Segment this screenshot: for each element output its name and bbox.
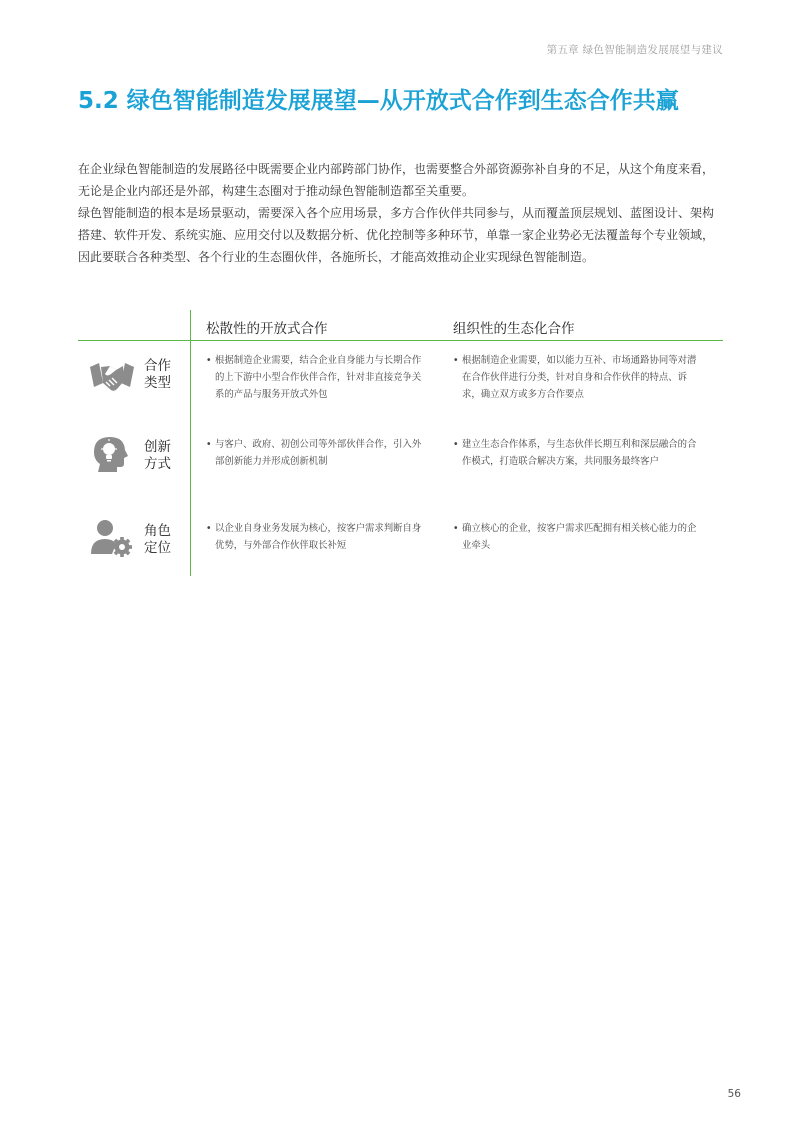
body-paragraph-1: 在企业绿色智能制造的发展路径中既需要企业内部跨部门协作，也需要整合外部资源弥补自身的不足，从这个角度来看，无论是企业内部还是外部，构建生态圈对于推动绿色智能制造都至关重要。 bbox=[78, 162, 715, 198]
row-label-line: 类型 bbox=[144, 375, 171, 391]
row-label-line: 角色 bbox=[144, 523, 171, 539]
column-header-loose: 松散性的开放式合作 bbox=[206, 321, 328, 337]
cell-text: 根据制造企业需要，如以能力互补、市场通路协同等对潜在合作伙伴进行分类，针对自身和合作伙伴的特点、诉求，确立双方或多方合作要点 bbox=[462, 355, 697, 400]
page-number: 56 bbox=[727, 1088, 741, 1100]
body-text bbox=[78, 158, 720, 268]
idea-head-icon bbox=[90, 434, 134, 474]
person-gear-icon bbox=[90, 518, 134, 558]
row-label-line: 定位 bbox=[144, 540, 171, 556]
row-label-line: 合作 bbox=[144, 358, 171, 374]
handshake-icon bbox=[90, 357, 134, 397]
row-label-role-positioning bbox=[144, 523, 176, 557]
cell-text: 确立核心的企业，按客户需求匹配拥有相关核心能力的企业牵头 bbox=[462, 523, 697, 551]
row-label-innovation-mode bbox=[144, 439, 176, 473]
cell-text: 建立生态合作体系，与生态伙伴长期互利和深层融合的合作模式，打造联合解决方案，共同服务最终客户 bbox=[462, 439, 697, 467]
cooperation-comparison-table bbox=[78, 300, 723, 580]
cell-loose-role-positioning bbox=[206, 520, 430, 554]
bullet: • bbox=[206, 439, 212, 450]
cell-text: 与客户、政府、初创公司等外部伙伴合作，引入外部创新能力并形成创新机制 bbox=[215, 439, 422, 467]
running-header: 第五章 绿色智能制造发展展望与建议 bbox=[546, 44, 723, 56]
bullet: • bbox=[206, 523, 212, 534]
bullet: • bbox=[453, 355, 459, 366]
cell-text: 以企业自身业务发展为核心，按客户需求判断自身优势，与外部合作伙伴取长补短 bbox=[215, 523, 422, 551]
table-vertical-rule bbox=[190, 310, 191, 576]
cell-org-cooperation-type bbox=[453, 352, 702, 403]
body-paragraph-2: 绿色智能制造的根本是场景驱动，需要深入各个应用场景，多方合作伙伴共同参与，从而覆盖顶层规划、蓝图设计、架构搭建、软件开发、系统实施、应用交付以及数据分析、优化控制等多种环节，单靠一家企业势必无法覆盖每个专业领域，因此要联合各种类型、各个行业的生态圈伙伴，各施所长，才能高效推动企业实现绿色智能制造。 bbox=[78, 206, 715, 264]
table-header-rule bbox=[78, 340, 723, 341]
cell-text: 根据制造企业需要，结合企业自身能力与长期合作的上下游中小型合作伙伴合作，针对非直接竞争关系的产品与服务开放式外包 bbox=[215, 355, 422, 400]
column-header-org: 组织性的生态化合作 bbox=[453, 321, 575, 337]
cell-org-role-positioning bbox=[453, 520, 702, 554]
cell-org-innovation-mode bbox=[453, 436, 702, 470]
bullet: • bbox=[453, 523, 459, 534]
bullet: • bbox=[206, 355, 212, 366]
row-label-cooperation-type bbox=[144, 358, 176, 392]
cell-loose-cooperation-type bbox=[206, 352, 430, 403]
bullet: • bbox=[453, 439, 459, 450]
section-title: 5.2 绿色智能制造发展展望—从开放式合作到生态合作共赢 bbox=[78, 88, 679, 114]
row-label-line: 创新 bbox=[144, 439, 171, 455]
row-label-line: 方式 bbox=[144, 456, 171, 472]
cell-loose-innovation-mode bbox=[206, 436, 430, 470]
